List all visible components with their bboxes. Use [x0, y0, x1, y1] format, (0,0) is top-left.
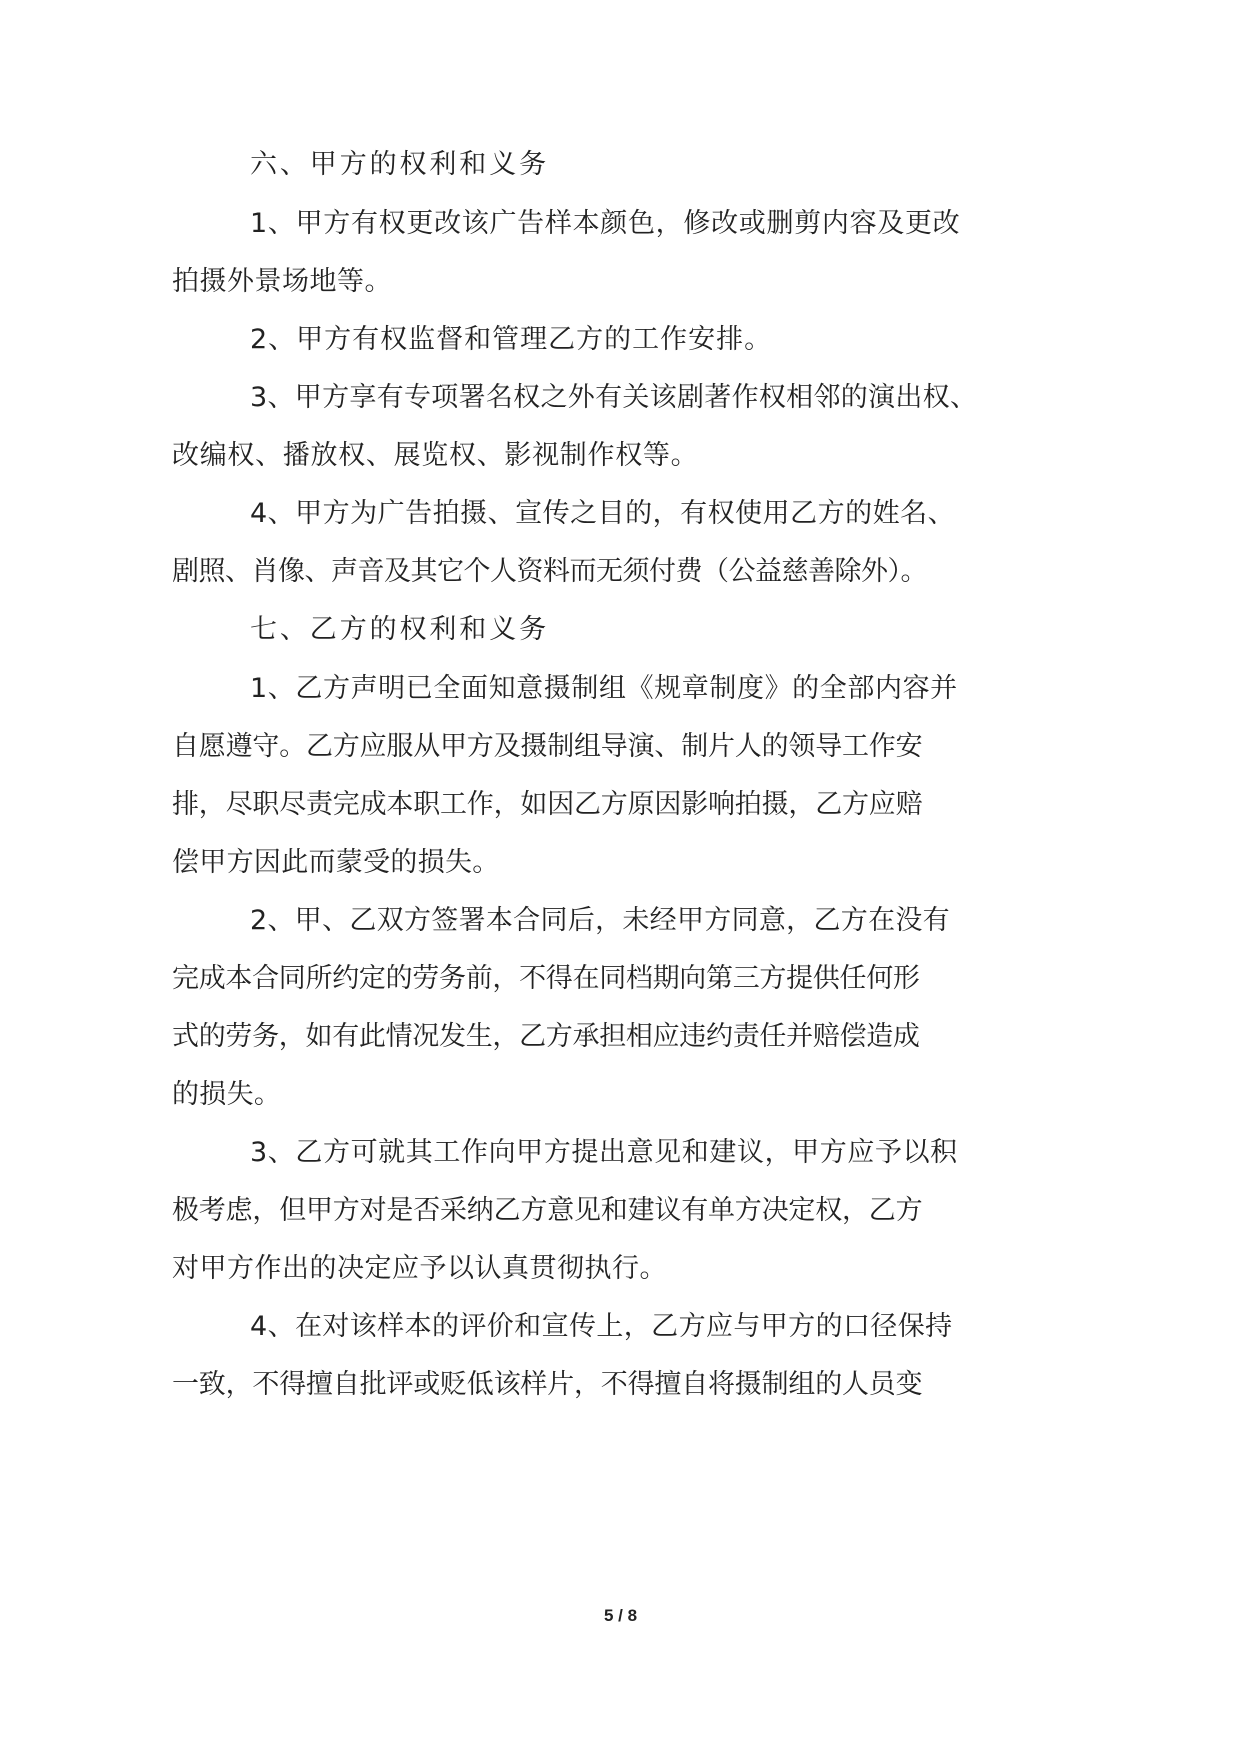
paragraph-line: 3、甲方享有专项署名权之外有关该剧著作权相邻的演出权、 [250, 382, 978, 413]
paragraph-line: 一致，不得擅自批评或贬低该样片，不得擅自将摄制组的人员变 [172, 1369, 923, 1400]
paragraph-line: 极考虑，但甲方对是否采纳乙方意见和建议有单方决定权，乙方 [172, 1195, 923, 1226]
paragraph-line: 2、甲、乙双方签署本合同后，未经甲方同意，乙方在没有 [250, 905, 950, 936]
section-heading-7: 七、乙方的权利和义务 [250, 614, 549, 645]
page-number: 5 / 8 [603, 1606, 638, 1625]
paragraph-line: 拍摄外景场地等。 [172, 266, 392, 297]
section-heading-6: 六、甲方的权利和义务 [250, 149, 549, 180]
paragraph-line: 完成本合同所约定的劳务前，不得在同档期向第三方提供任何形 [172, 963, 920, 994]
paragraph-line: 剧照、肖像、声音及其它个人资料而无须付费（公益慈善除外）。 [172, 556, 927, 587]
paragraph-line: 的损失。 [172, 1079, 282, 1110]
paragraph-line: 4、甲方为广告拍摄、宣传之目的，有权使用乙方的姓名、 [250, 498, 956, 529]
paragraph-line: 偿甲方因此而蒙受的损失。 [172, 847, 500, 878]
paragraph-line: 式的劳务，如有此情况发生，乙方承担相应违约责任并赔偿造成 [172, 1021, 920, 1052]
paragraph-line: 1、甲方有权更改该广告样本颜色，修改或删剪内容及更改 [250, 208, 961, 239]
paragraph-line: 排，尽职尽责完成本职工作，如因乙方原因影响拍摄，乙方应赔 [172, 789, 923, 820]
paragraph-line: 1、乙方声明已全面知意摄制组《规章制度》的全部内容并 [250, 673, 958, 704]
paragraph-line: 2、甲方有权监督和管理乙方的工作安排。 [250, 324, 773, 355]
paragraph-line: 3、乙方可就其工作向甲方提出意见和建议，甲方应予以积 [250, 1137, 958, 1168]
paragraph-line: 对甲方作出的决定应予以认真贯彻执行。 [172, 1253, 667, 1284]
paragraph-line: 改编权、播放权、展览权、影视制作权等。 [172, 440, 699, 471]
paragraph-line: 4、在对该样本的评价和宣传上，乙方应与甲方的口径保持 [250, 1311, 953, 1342]
paragraph-line: 自愿遵守。乙方应服从甲方及摄制组导演、制片人的领导工作安 [172, 731, 923, 762]
